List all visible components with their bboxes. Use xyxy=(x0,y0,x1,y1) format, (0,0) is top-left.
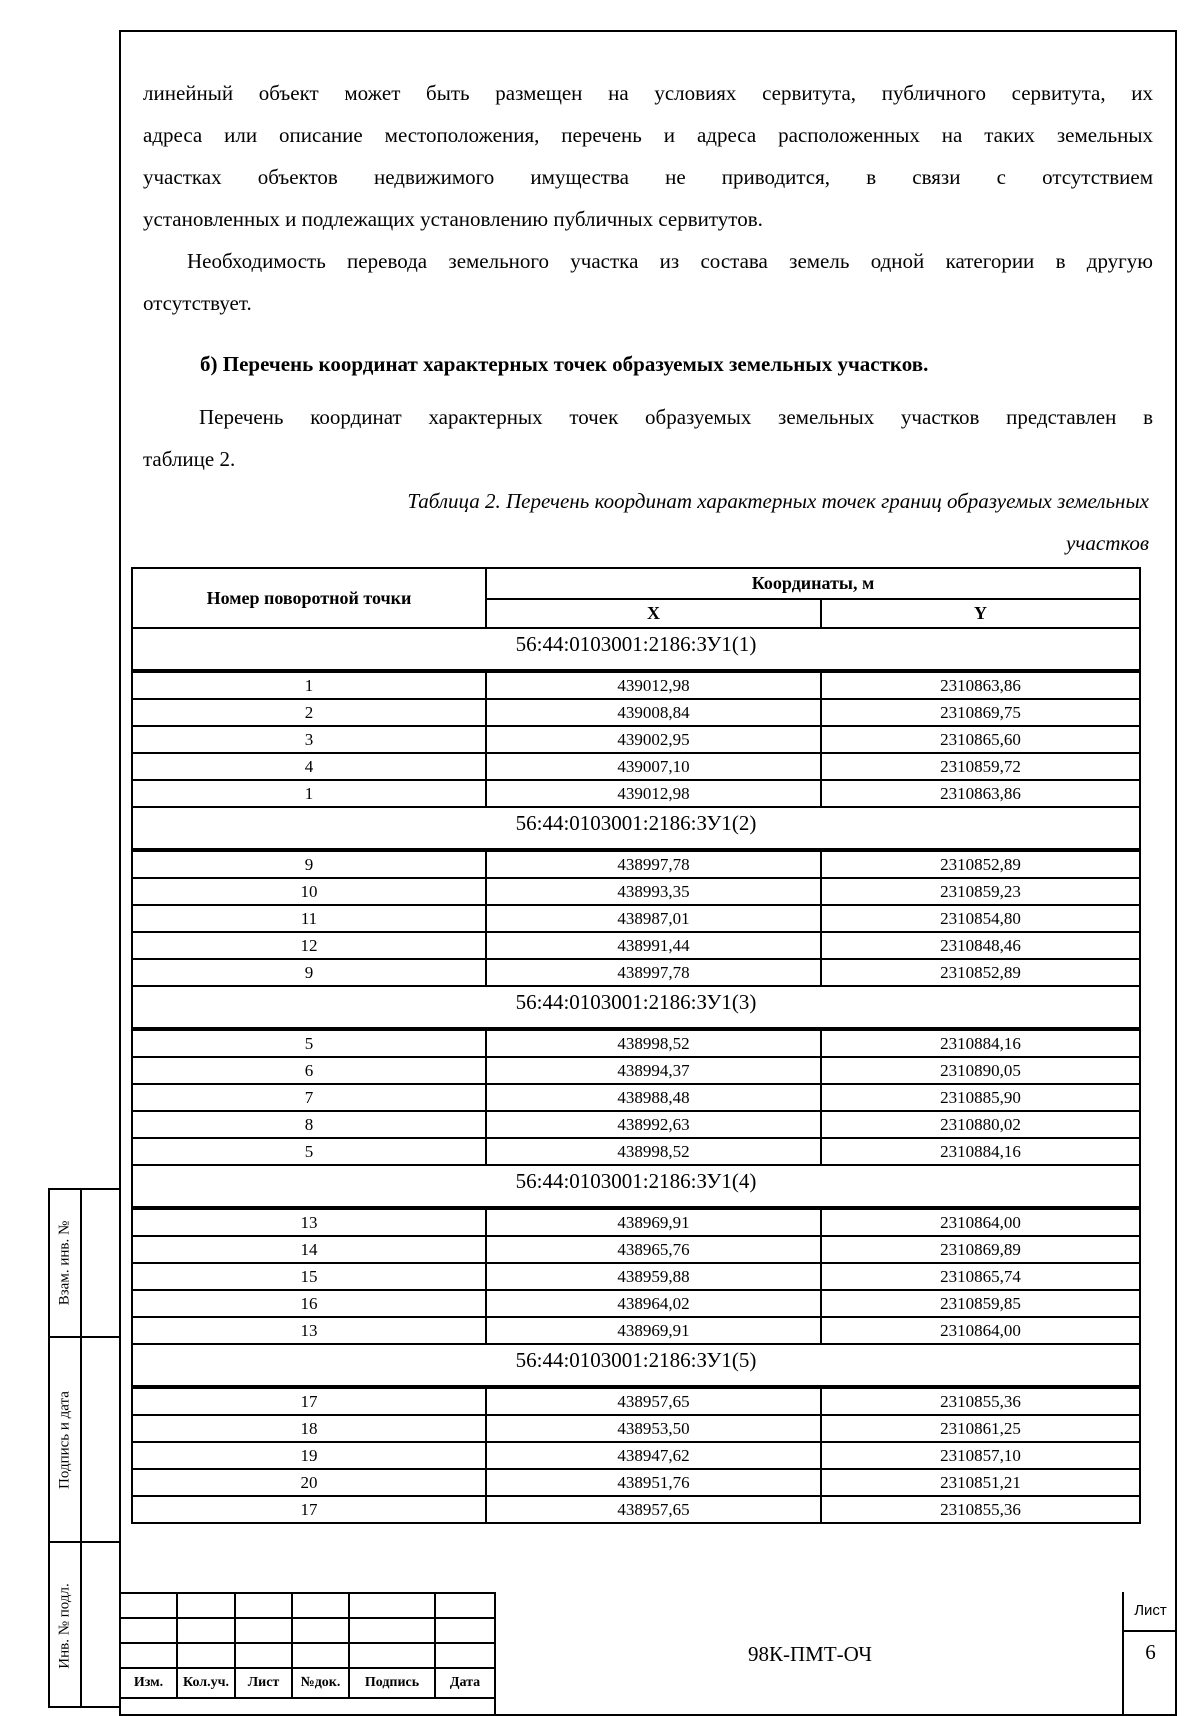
cell-point: 13 xyxy=(132,1317,486,1344)
cell-x: 438965,76 xyxy=(486,1236,821,1263)
paragraph-table-ref xyxy=(143,396,1153,480)
cell-x: 439007,10 xyxy=(486,753,821,780)
cell-point: 6 xyxy=(132,1057,486,1084)
cell-y: 2310869,75 xyxy=(821,699,1140,726)
table-row xyxy=(132,1469,1140,1496)
cell-point: 1 xyxy=(132,780,486,807)
table-row xyxy=(132,1208,1140,1236)
paragraph-line: Необходимость перевода земельного участка из состава земель одной категории в другую xyxy=(187,249,1153,273)
cell-y: 2310865,74 xyxy=(821,1263,1140,1290)
table-row xyxy=(132,1442,1140,1469)
cell-x: 438959,88 xyxy=(486,1263,821,1290)
table-row xyxy=(132,1236,1140,1263)
cell-x: 438991,44 xyxy=(486,932,821,959)
table-row xyxy=(132,1496,1140,1523)
table-row xyxy=(132,878,1140,905)
section-title: 56:44:0103001:2186:ЗУ1(3) xyxy=(132,986,1140,1029)
cell-point: 7 xyxy=(132,1084,486,1111)
side-cell-podpis xyxy=(50,1338,119,1543)
table-row xyxy=(132,671,1140,699)
coordinates-table xyxy=(131,567,1141,1524)
cell-y: 2310884,16 xyxy=(821,1029,1140,1057)
cell-x: 438957,65 xyxy=(486,1387,821,1415)
cell-x: 438947,62 xyxy=(486,1442,821,1469)
cell-x: 438998,52 xyxy=(486,1029,821,1057)
paragraph-line: адреса или описание местоположения, перечень и адреса расположенных на таких земельных xyxy=(143,123,1153,147)
cell-y: 2310885,90 xyxy=(821,1084,1140,1111)
table-row xyxy=(132,753,1140,780)
cell-y: 2310863,86 xyxy=(821,671,1140,699)
cell-y: 2310859,72 xyxy=(821,753,1140,780)
header-y: Y xyxy=(821,599,1140,628)
cell-point: 14 xyxy=(132,1236,486,1263)
cell-point: 8 xyxy=(132,1111,486,1138)
sheet-label: Лист xyxy=(1124,1592,1177,1632)
cell-point: 15 xyxy=(132,1263,486,1290)
cell-x: 438997,78 xyxy=(486,959,821,986)
cell-y: 2310855,36 xyxy=(821,1387,1140,1415)
table-row xyxy=(132,905,1140,932)
table-caption xyxy=(249,480,1149,564)
table-row xyxy=(132,850,1140,878)
cell-x: 439012,98 xyxy=(486,671,821,699)
cell-y: 2310852,89 xyxy=(821,850,1140,878)
paragraph-line: участках объектов недвижимого имущества не приводится, в связи с отсутствием xyxy=(143,165,1153,189)
cell-y: 2310884,16 xyxy=(821,1138,1140,1165)
section-heading: б) Перечень координат характерных точек образуемых земельных участков. xyxy=(200,352,929,376)
table-row xyxy=(132,699,1140,726)
cell-y: 2310857,10 xyxy=(821,1442,1140,1469)
table-row xyxy=(132,1263,1140,1290)
side-label-podpis: Подпись и дата xyxy=(56,1390,73,1489)
cell-x: 438969,91 xyxy=(486,1208,821,1236)
paragraph-line: линейный объект может быть размещен на условиях сервитута, публичного сервитута, их xyxy=(143,81,1153,105)
table-row xyxy=(132,1057,1140,1084)
cell-x: 438987,01 xyxy=(486,905,821,932)
table-row xyxy=(132,1084,1140,1111)
cell-point: 10 xyxy=(132,878,486,905)
section-title: 56:44:0103001:2186:ЗУ1(1) xyxy=(132,628,1140,671)
cell-y: 2310890,05 xyxy=(821,1057,1140,1084)
cell-y: 2310855,36 xyxy=(821,1496,1140,1523)
cell-point: 16 xyxy=(132,1290,486,1317)
table-row xyxy=(132,1138,1140,1165)
col-ndok: №док. xyxy=(292,1668,349,1698)
cell-point: 3 xyxy=(132,726,486,753)
coordinates-body xyxy=(132,628,1140,1523)
section-title: 56:44:0103001:2186:ЗУ1(5) xyxy=(132,1344,1140,1387)
cell-point: 20 xyxy=(132,1469,486,1496)
cell-y: 2310854,80 xyxy=(821,905,1140,932)
paragraph-line: установленных и подлежащих установлению публичных сервитутов. xyxy=(143,207,763,231)
side-label-vzam: Взам. инв. № xyxy=(56,1220,73,1306)
cell-x: 438988,48 xyxy=(486,1084,821,1111)
cell-point: 19 xyxy=(132,1442,486,1469)
table-row xyxy=(132,780,1140,807)
cell-point: 17 xyxy=(132,1496,486,1523)
table-row xyxy=(132,1317,1140,1344)
side-cell-inv xyxy=(50,1543,119,1708)
cell-point: 11 xyxy=(132,905,486,932)
cell-x: 439012,98 xyxy=(486,780,821,807)
section-title: 56:44:0103001:2186:ЗУ1(2) xyxy=(132,807,1140,850)
revision-grid xyxy=(119,1592,496,1699)
col-kol-uch: Кол.уч. xyxy=(177,1668,235,1698)
cell-y: 2310859,23 xyxy=(821,878,1140,905)
cell-point: 2 xyxy=(132,699,486,726)
cell-point: 9 xyxy=(132,850,486,878)
cell-x: 439002,95 xyxy=(486,726,821,753)
cell-y: 2310869,89 xyxy=(821,1236,1140,1263)
header-coordinates: Координаты, м xyxy=(486,568,1140,599)
cell-x: 438964,02 xyxy=(486,1290,821,1317)
cell-y: 2310851,21 xyxy=(821,1469,1140,1496)
title-block xyxy=(119,1592,1177,1716)
side-label-inv: Инв. № подл. xyxy=(56,1582,73,1669)
side-stamp xyxy=(48,1188,119,1708)
section-title: 56:44:0103001:2186:ЗУ1(4) xyxy=(132,1165,1140,1208)
cell-x: 438992,63 xyxy=(486,1111,821,1138)
table-row xyxy=(132,959,1140,986)
table-row xyxy=(132,1387,1140,1415)
paragraph-line: Перечень координат характерных точек образуемых земельных участков представлен в xyxy=(199,405,1153,429)
cell-y: 2310880,02 xyxy=(821,1111,1140,1138)
cell-x: 438994,37 xyxy=(486,1057,821,1084)
side-cell-vzam xyxy=(50,1190,119,1338)
cell-y: 2310865,60 xyxy=(821,726,1140,753)
cell-x: 438951,76 xyxy=(486,1469,821,1496)
cell-y: 2310864,00 xyxy=(821,1208,1140,1236)
cell-point: 9 xyxy=(132,959,486,986)
table-row xyxy=(132,1415,1140,1442)
cell-point: 13 xyxy=(132,1208,486,1236)
table-row xyxy=(132,1111,1140,1138)
cell-x: 438953,50 xyxy=(486,1415,821,1442)
paragraph-servitude xyxy=(143,72,1153,324)
cell-point: 5 xyxy=(132,1029,486,1057)
cell-y: 2310861,25 xyxy=(821,1415,1140,1442)
header-x: X xyxy=(486,599,821,628)
cell-x: 439008,84 xyxy=(486,699,821,726)
paragraph-line: отсутствует. xyxy=(143,291,252,315)
table-row xyxy=(132,1290,1140,1317)
cell-x: 438969,91 xyxy=(486,1317,821,1344)
table-row xyxy=(132,932,1140,959)
cell-point: 17 xyxy=(132,1387,486,1415)
caption-line: Таблица 2. Перечень координат характерных точек границ образуемых земельных xyxy=(407,489,1149,513)
cell-x: 438957,65 xyxy=(486,1496,821,1523)
sheet-box xyxy=(1122,1592,1177,1716)
col-data: Дата xyxy=(435,1668,495,1698)
col-podpis: Подпись xyxy=(349,1668,435,1698)
col-izm: Изм. xyxy=(120,1668,177,1698)
caption-line: участков xyxy=(1066,531,1149,555)
cell-y: 2310863,86 xyxy=(821,780,1140,807)
col-list: Лист xyxy=(235,1668,292,1698)
cell-point: 12 xyxy=(132,932,486,959)
cell-y: 2310864,00 xyxy=(821,1317,1140,1344)
cell-point: 18 xyxy=(132,1415,486,1442)
document-code: 98К-ПМТ-ОЧ xyxy=(494,1592,1124,1716)
cell-y: 2310848,46 xyxy=(821,932,1140,959)
table-row xyxy=(132,1029,1140,1057)
cell-x: 438997,78 xyxy=(486,850,821,878)
cell-y: 2310852,89 xyxy=(821,959,1140,986)
cell-x: 438993,35 xyxy=(486,878,821,905)
sheet-number: 6 xyxy=(1145,1640,1156,1664)
cell-point: 5 xyxy=(132,1138,486,1165)
header-point-number: Номер поворотной точки xyxy=(132,568,486,628)
cell-point: 1 xyxy=(132,671,486,699)
cell-point: 4 xyxy=(132,753,486,780)
cell-x: 438998,52 xyxy=(486,1138,821,1165)
cell-y: 2310859,85 xyxy=(821,1290,1140,1317)
paragraph-line: таблице 2. xyxy=(143,447,236,471)
table-row xyxy=(132,726,1140,753)
